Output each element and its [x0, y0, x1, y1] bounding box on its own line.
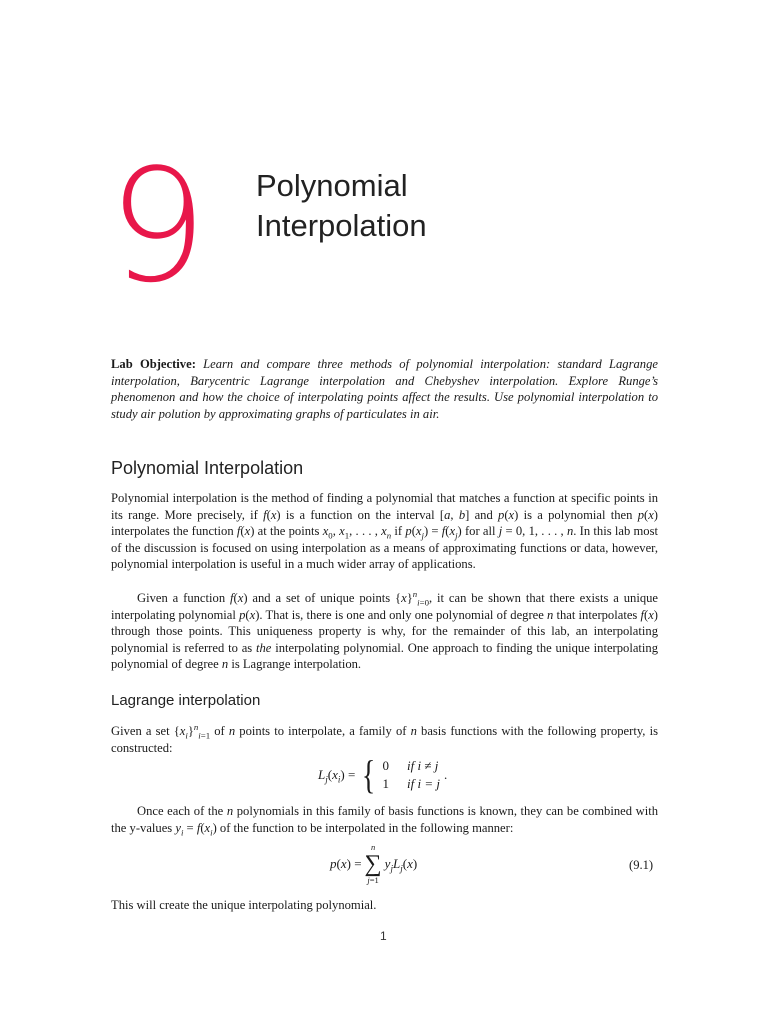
subsection-title: Lagrange interpolation — [111, 692, 261, 709]
brace-symbol: { — [362, 752, 376, 797]
summation-symbol: n ∑ j=1 — [364, 842, 382, 885]
equation-interpolating-polynomial: p ( x ) = n ∑ j=1 $y_jL_j$ ( x ) — [330, 842, 418, 885]
paragraph-1: Polynomial interpolation is the method of finding a polynomial that matches a function at specific points in its range. More precisely, if f(x) is a function on the interval [a, b] and p(x) is a polynomial then p(x) interpolates the function f(x) at the points $x_0$, $x_1$, . . . , $x_n$ if $p(x_j) = f(x_j)$ for all j = 0, 1, . . . , n. In this lab most of the discussion is focused on using interpolation as a means of approximating functions or data, however, polynomial interpolation is useful in a much wider array of applications. — [111, 491, 659, 571]
equation-number: (9.1) — [629, 858, 654, 872]
section-title: Polynomial Interpolation — [111, 458, 304, 478]
case1-value: 0 — [382, 758, 390, 773]
lab-objective — [111, 356, 658, 422]
equation-basis-function: $L_j$ ( $x_i$ ) = { 0 if i ≠ j 1 if i = j . — [318, 752, 448, 797]
paragraph-2: Given a function f(x) and a set of unique points $\{x\}^n_{i=0}$, it can be shown that there exists a unique interpolating polynomial p(x). That is, there is one and only one polynomial of degree n that interpolates f(x) through those points. This uniqueness property is why, for the remainder of this lab, an interpolating polynomial is referred to as the interpolating polynomial. One approach to finding the unique interpolating polynomial of degree n is Lagrange interpolation. — [111, 588, 659, 671]
chapter-number: 9 — [108, 135, 208, 317]
paragraph-4: Once each of the n polynomials in this family of basis functions is known, they can be combined with the y-values $y_i = f(x_i)$ of the function to be interpolated in the following manner: — [111, 804, 659, 838]
lab-objective-text: Learn and compare three methods of polynomial interpolation: standard Lagrange interpolation, Barycentric Lagrange interpolation and Chebyshev interpolation. Explore Runge’s phenomenon and how the choice of interpolating points affect the results. Use polynomial interpolation to study air polution by approximating graphs of particulates in air. — [111, 357, 658, 421]
paragraph-5: This will create the unique interpolating polynomial. — [111, 898, 377, 912]
case2-condition: if i = j — [407, 776, 441, 791]
case1-condition: if i ≠ j — [407, 758, 439, 773]
lab-objective-label: Lab Objective: — [111, 357, 196, 371]
chapter-title-line1: Polynomial — [256, 168, 408, 203]
case2-value: 1 — [382, 776, 390, 791]
equation-cases — [383, 757, 440, 793]
chapter-title-line2: Interpolation — [256, 208, 427, 243]
page-number: 1 — [380, 929, 387, 943]
chapter-title — [256, 166, 427, 246]
paragraph-3: Given a set $\{x_i\}^n_{i=1}$ of n points to interpolate, a family of n basis functions with the following property, is constructed: — [111, 721, 658, 755]
